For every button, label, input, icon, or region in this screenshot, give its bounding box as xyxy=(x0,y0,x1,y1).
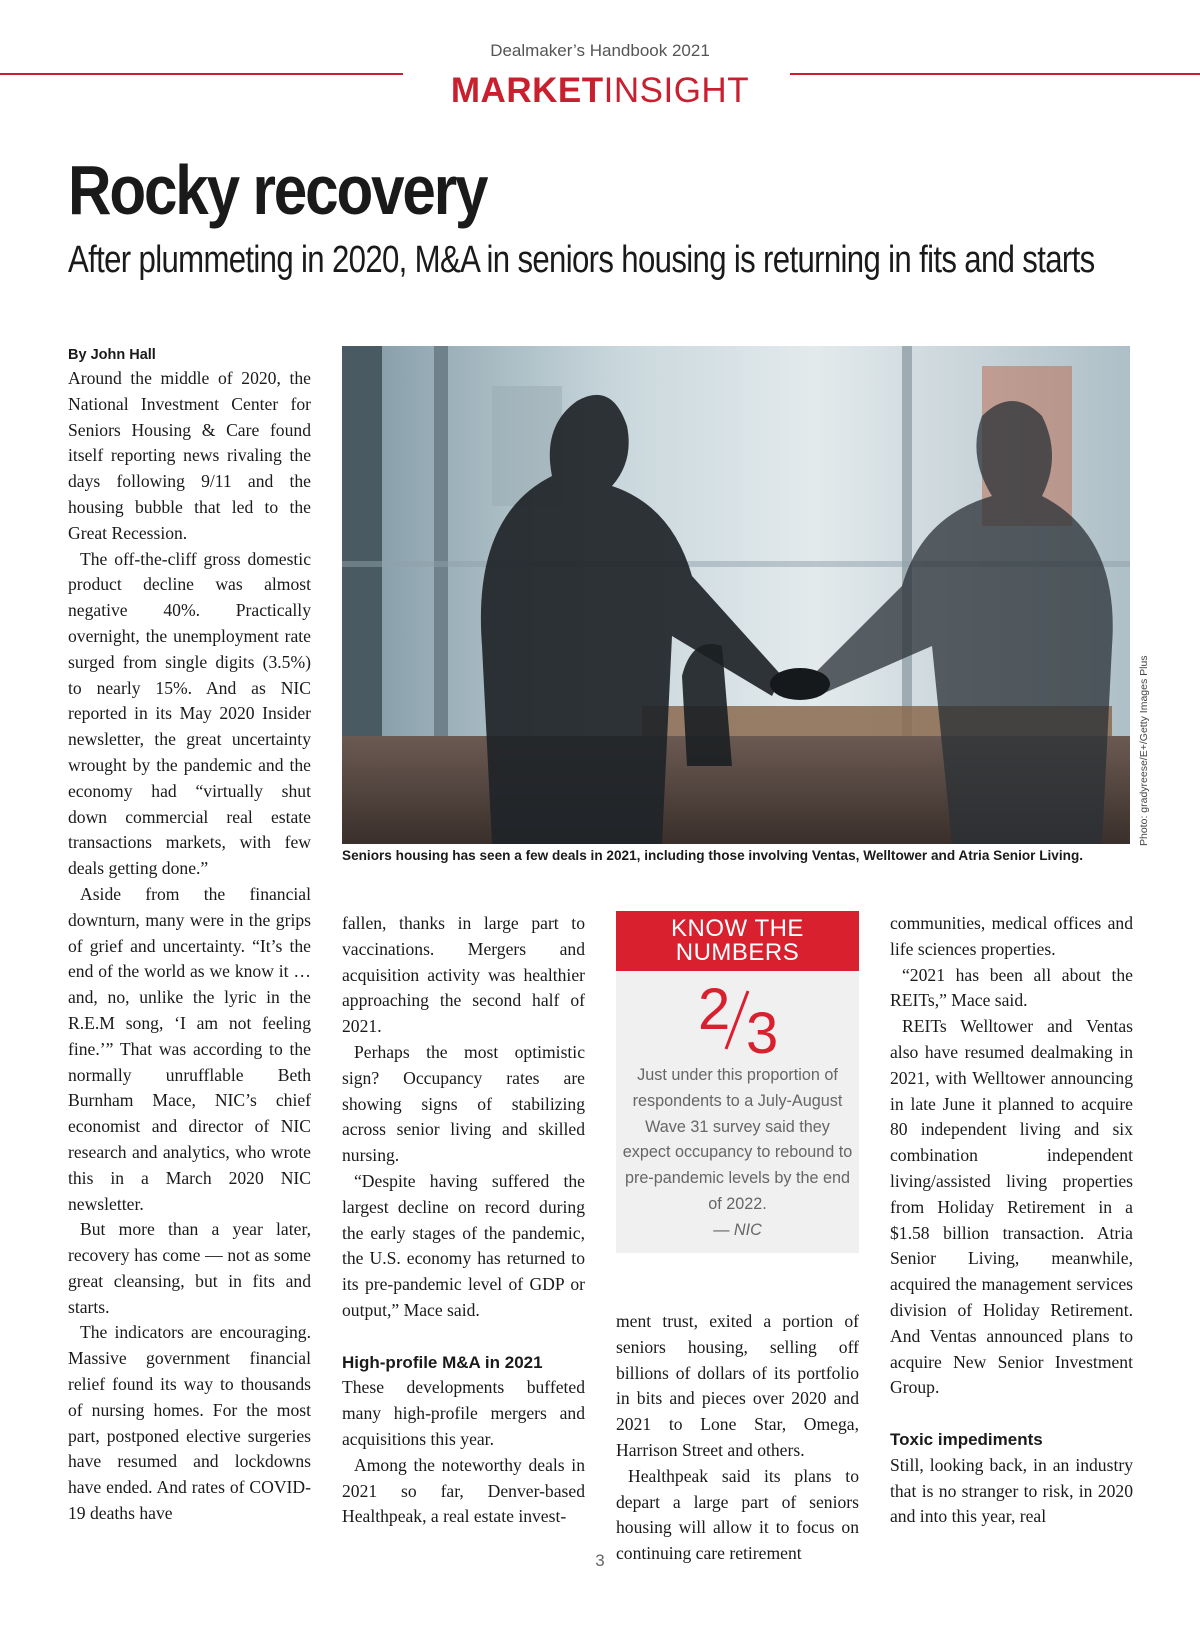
section-brand-light: INSIGHT xyxy=(603,71,750,110)
paragraph: REITs Welltower and Ventas also have resumed dealmaking in 2021, with Welltower announcing in late June it planned to acquire 80 independent living and six combination independent living/assisted living properties from Holiday Retirement in a $1.58 billion transaction. Atria Senior Living, meanwhile, acquired the management services division of Holiday Retirement. And Ventas announced plans to acquire New Senior Investment Group. xyxy=(890,1016,1133,1398)
article-column-3 xyxy=(616,1309,859,1567)
paragraph: fallen, thanks in large part to vaccinations. Mergers and acquisition activity was healthier approaching the second half of 2021. xyxy=(342,913,585,1037)
page-number: 3 xyxy=(595,1551,605,1570)
subheadline: After plummeting in 2020, M&A in seniors housing is returning in fits and starts xyxy=(68,239,1095,281)
paragraph: Around the middle of 2020, the National Investment Center for Seniors Housing & Care found itself reporting news rivaling the days following 9/11 and the housing bubble that led to the Great Recession. xyxy=(68,368,311,543)
paragraph: “Despite having suffered the largest decline on record during the early stages of the pandemic, the U.S. economy has returned to its pre-pandemic level of GDP or output,” Mace said. xyxy=(342,1170,585,1320)
paragraph: But more than a year later, recovery has come — not as some great cleansing, but in fits and starts. xyxy=(68,1219,311,1317)
paragraph: communities, medical offices and life sciences properties. xyxy=(890,913,1133,959)
section-heading-ma: High-profile M&A in 2021 xyxy=(342,1352,543,1372)
paragraph: “2021 has been all about the REITs,” Mace said. xyxy=(890,964,1133,1011)
article-photo xyxy=(342,346,1130,844)
article-column-1 xyxy=(68,344,311,1527)
paragraph: Still, looking back, in an industry that is no stranger to risk, in 2020 and into this year, real xyxy=(890,1454,1133,1527)
sidebar-heading-line-1: KNOW THE xyxy=(671,915,804,942)
section-brand-bold: MARKET xyxy=(450,71,604,110)
sidebar-text: Just under this proportion of respondents to a July-August Wave 31 survey said they expect occupancy to rebound to pre-pandemic levels by the end of 2022. xyxy=(622,1066,853,1213)
paragraph: Perhaps the most optimistic sign? Occupancy rates are showing signs of stabilizing across senior living and skilled nursing. xyxy=(342,1041,585,1166)
sidebar-heading xyxy=(616,911,859,971)
photo-credit xyxy=(1138,655,1154,862)
sidebar-source: — NIC xyxy=(713,1220,762,1239)
publication-title: Dealmaker’s Handbook 2021 xyxy=(490,41,710,60)
paragraph: The indicators are encouraging. Massive government financial relief found its way to thousands of nursing homes. For the most part, postponed elective surgeries have resumed and lockdowns have ended. And rates of COVID-19 deaths have xyxy=(68,1322,311,1524)
paragraph: ment trust, exited a portion of seniors housing, selling off billions of dollars of its portfolio in bits and pieces over 2020 and 2021 to Lone Star, Omega, Harrison Street and others. xyxy=(616,1311,859,1460)
paragraph: Healthpeak said its plans to depart a large part of seniors housing will allow it to focus on continuing care retirement xyxy=(616,1465,859,1564)
section-brand xyxy=(0,69,1200,113)
know-the-numbers-sidebar xyxy=(616,911,859,1253)
paragraph: The off-the-cliff gross domestic product decline was almost negative 40%. Practically overnight, the unemployment rate surged from single digits (3.5%) to nearly 15%. And as NIC reported in its May 2020 Insider newsletter, the great uncertainty wrought by the pandemic and the economy had “virtually shut down commercial real estate transactions markets, with few deals getting done.” xyxy=(68,548,311,879)
paragraph: Among the noteworthy deals in 2021 so far, Denver-based Healthpeak, a real estate invest- xyxy=(342,1454,585,1527)
article-column-4 xyxy=(890,911,1133,1530)
photo-credit-text: Photo: gradyreese/E+/Getty Images Plus xyxy=(1138,655,1150,846)
photo-caption: Seniors housing has seen a few deals in 2021, including those involving Ventas, Welltower and Atria Senior Living. xyxy=(342,848,1084,863)
section-heading-toxic: Toxic impediments xyxy=(890,1429,1043,1449)
stat-numerator: 2 xyxy=(698,977,731,1042)
sidebar-heading-line-2: NUMBERS xyxy=(675,939,800,966)
article-column-2 xyxy=(342,911,585,1530)
byline: By John Hall xyxy=(68,347,156,363)
handshake-photo-illustration xyxy=(342,346,1130,844)
stat-denominator: 3 xyxy=(746,1001,779,1063)
paragraph: Aside from the financial downturn, many were in the grips of grief and uncertainty. “It’s the end of the world as we know it … and, no, unlike the lyric in the R.E.M song, ‘I am not feeling fine.’” That was according to the normally unrufflable Beth Burnham Mace, NIC’s chief economist and director of NIC research and analytics, who wrote this in a March 2020 NIC newsletter. xyxy=(68,883,311,1214)
headline: Rocky recovery xyxy=(68,151,487,229)
stat-fraction xyxy=(616,971,859,1063)
paragraph: These developments buffeted many high-profile mergers and acquisitions this year. xyxy=(342,1377,585,1449)
